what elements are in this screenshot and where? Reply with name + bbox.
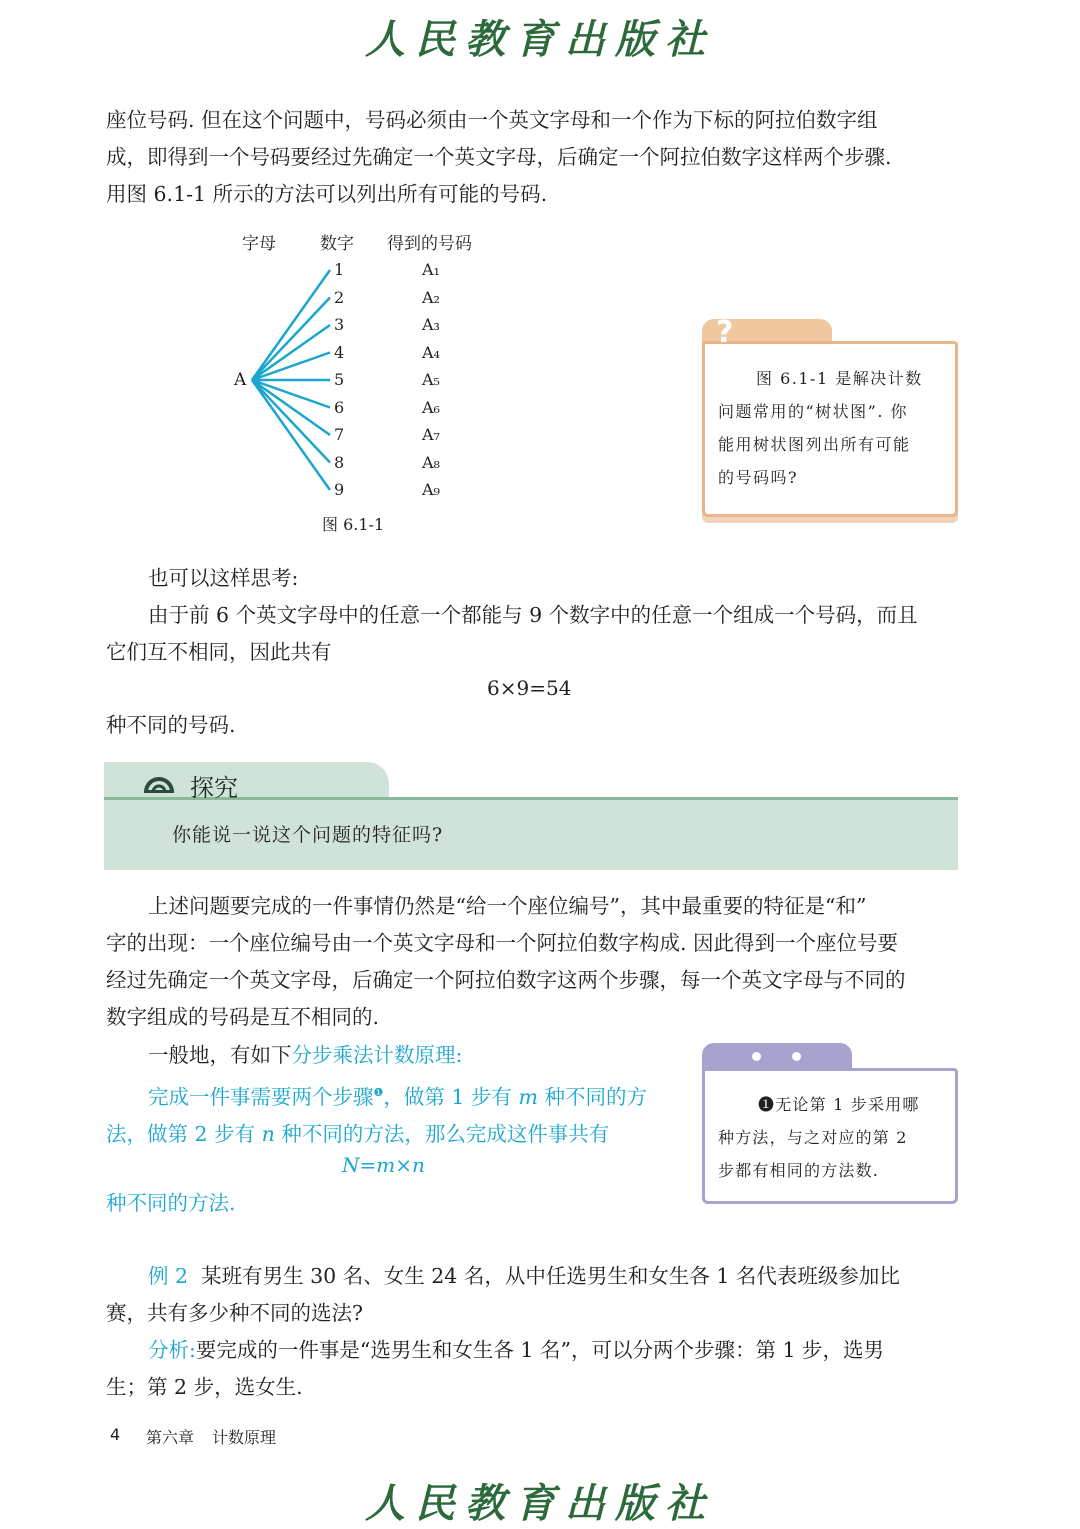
- tree-digit: 3: [334, 315, 345, 334]
- tree-digit: 6: [334, 397, 345, 417]
- alt-line: 由于前 6 个英文字母中的任意一个都能与 9 个数字中的任意一个组成一个号码，而且: [148, 603, 918, 627]
- principle-term: 分步乘法计数原理: [291, 1043, 456, 1067]
- tree-root: A: [234, 370, 247, 390]
- tree-branch: [252, 325, 330, 380]
- alt-line: 种不同的号码.: [106, 713, 236, 737]
- explanation-line: 数字组成的号码是互不相同的.: [106, 1005, 380, 1029]
- alt-thinking: [106, 560, 958, 671]
- explore-title: 探究: [190, 774, 238, 802]
- tree-header-letter: 字母: [242, 234, 276, 254]
- explanation-line: 上述问题要完成的一件事情仍然是“给一个座位编号”，其中最重要的特征是“和”: [148, 894, 867, 918]
- footnote-mark: ❶: [373, 1086, 384, 1099]
- explanation-line: 字的出现：一个座位编号由一个英文字母和一个阿拉伯数字构成. 因此得到一个座位号要: [106, 931, 899, 955]
- tree-code: A₄: [422, 342, 440, 362]
- example-label: 例 2: [148, 1264, 189, 1288]
- tree-branch: [252, 380, 330, 463]
- analysis-line2: 生；第 2 步，选女生.: [106, 1375, 303, 1399]
- tree-branch: [252, 270, 330, 380]
- alt-line: 它们互不相同，因此共有: [106, 640, 332, 664]
- note-line: 种方法，与之对应的第 2: [718, 1128, 908, 1147]
- intro-line: 座位号码. 但在这个问题中，号码必须由一个英文字母和一个作为下标的阿拉伯数字组: [106, 108, 878, 132]
- tree-branches: [220, 225, 520, 525]
- tree-code: A₂: [422, 287, 440, 307]
- note-dot-icon: [792, 1052, 801, 1061]
- tree-digit: 1: [334, 260, 345, 279]
- example-line2: 赛，共有多少种不同的选法?: [106, 1301, 363, 1325]
- question-mark-icon: ?: [716, 315, 734, 350]
- product-formula: 6×9=54: [487, 676, 572, 700]
- publisher-footer: 人民教育出版社: [365, 1480, 715, 1527]
- tree-header-digit: 数字: [320, 234, 354, 254]
- principle-line3: 种不同的方法.: [106, 1191, 236, 1215]
- principle-intro: 一般地，有如下分步乘法计数原理:: [148, 1043, 463, 1067]
- question-box-text: [718, 362, 940, 494]
- tree-digit: 9: [334, 480, 345, 499]
- tree-branch: [252, 380, 330, 490]
- figure-caption: 图 6.1-1: [322, 515, 385, 534]
- question-line: 图 6.1-1 是解决计数: [756, 369, 923, 388]
- note-dot-icon: [752, 1052, 761, 1061]
- question-line: 能用树状图列出所有可能: [718, 435, 911, 454]
- tree-digit: 7: [334, 425, 345, 444]
- tree-code: A₅: [422, 370, 440, 389]
- tree-digit: 8: [334, 452, 345, 472]
- alt-conclusion: [106, 707, 958, 744]
- analysis-label: 分析:: [148, 1338, 196, 1362]
- tree-header-code: 得到的号码: [387, 234, 472, 254]
- alt-line: 也可以这样思考:: [148, 566, 299, 590]
- intro-paragraph: [106, 102, 958, 213]
- tree-code: A₈: [422, 452, 440, 472]
- chapter-label: 第六章: [146, 1428, 195, 1447]
- explore-arc-icon: [144, 768, 174, 794]
- question-line: 的号码吗?: [718, 468, 799, 487]
- note-line: 步都有相同的方法数.: [718, 1161, 880, 1180]
- tree-code: A₉: [422, 480, 440, 499]
- tree-code: A₃: [422, 315, 440, 334]
- principle-formula: N=m×n: [342, 1153, 425, 1177]
- tree-branch: [252, 380, 330, 435]
- tree-code: A₇: [422, 425, 440, 444]
- question-line: 问题常用的“树状图”. 你: [718, 402, 909, 421]
- tree-code: A₆: [422, 397, 440, 417]
- tree-branch: [252, 298, 330, 381]
- explanation-line: 经过先确定一个英文字母，后确定一个阿拉伯数字这两个步骤，每一个英文字母与不同的: [106, 968, 906, 992]
- tree-code: A₁: [422, 260, 440, 279]
- tree-digit: 5: [334, 370, 345, 389]
- example-block: [106, 1258, 958, 1406]
- explore-question: 你能说一说这个问题的特征吗?: [172, 824, 444, 846]
- publisher-header: 人民教育出版社: [365, 16, 715, 63]
- analysis-line1: 分析:要完成的一件事是“选男生和女生各 1 名”，可以分两个步骤：第 1 步，选男: [148, 1338, 885, 1362]
- tree-digit: 2: [334, 287, 345, 307]
- tree-digit: 4: [334, 342, 345, 362]
- example-line1: 例 2 某班有男生 30 名、女生 24 名，从中任选男生和女生各 1 名代表班级参加比: [148, 1264, 900, 1288]
- principle-line2: 法，做第 2 步有 n 种不同的方法，那么完成这件事共有: [106, 1121, 610, 1146]
- note-line: ❶无论第 1 步采用哪: [758, 1095, 920, 1114]
- principle-block: [106, 1037, 696, 1153]
- tree-diagram: [220, 225, 520, 545]
- page-number: 4: [110, 1425, 121, 1444]
- note-box-text: [718, 1088, 948, 1203]
- explanation-paragraph: [106, 888, 958, 1036]
- chapter-title: 计数原理: [212, 1428, 277, 1447]
- principle-line1: 完成一件事需要两个步骤$^❶$，做第 1 步有 m 种不同的方: [148, 1084, 647, 1109]
- intro-line: 成，即得到一个号码要经过先确定一个英文字母，后确定一个阿拉伯数字这样两个步骤.: [106, 145, 892, 169]
- intro-line: 用图 6.1-1 所示的方法可以列出所有可能的号码.: [106, 182, 548, 206]
